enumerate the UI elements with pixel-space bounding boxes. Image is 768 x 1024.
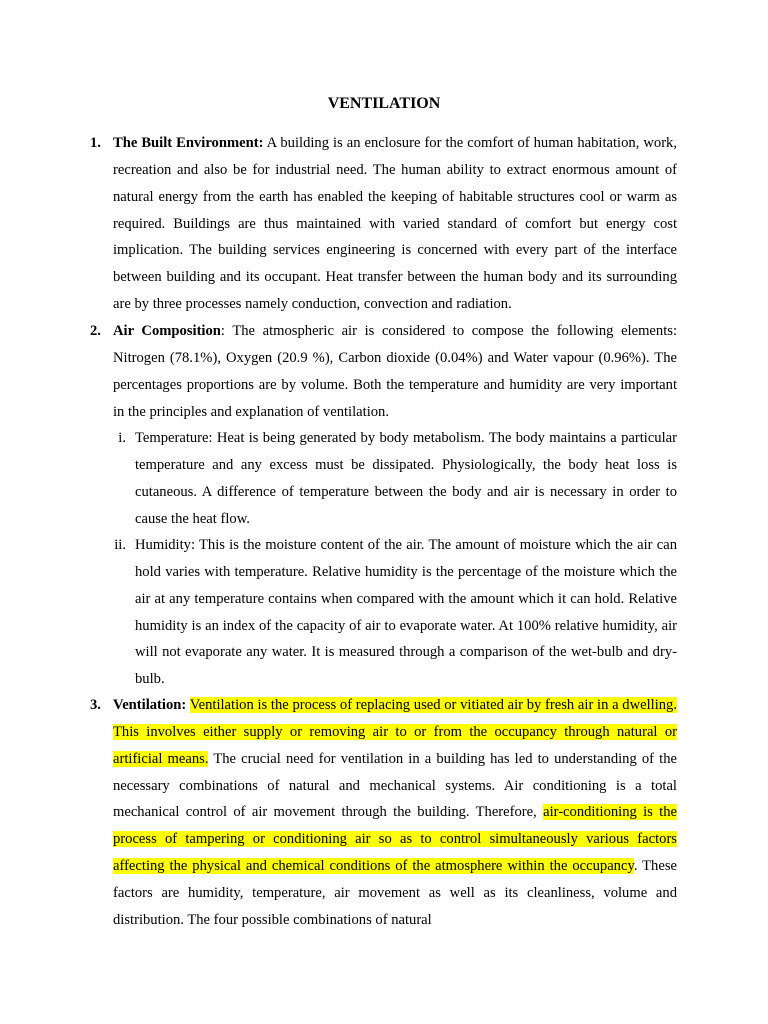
item-number: 2. bbox=[90, 323, 101, 339]
sub-item-number: i. bbox=[118, 430, 126, 446]
sub-item-text: Humidity: This is the moisture content of the air. The amount of moisture which the air can hold varies with temperature. Relative humidity is the percentage of the moisture which the air at any temperature contains when compared with the amount which it can hold. Relative humidity is an index of the capacity of air to evaporate water. At 100% relative humidity, air will not evaporate any water. It is measured through a comparison of the wet-bulb and dry-bulb. bbox=[135, 537, 677, 688]
item-text: . These factors are humidity, temperature, air movement as well as its cleanliness, volume and distribution. The four possible combinations of natural bbox=[113, 858, 677, 928]
item-number: 3. bbox=[90, 697, 101, 713]
item-number: 1. bbox=[90, 135, 101, 151]
sub-item-temperature bbox=[90, 425, 677, 532]
highlighted-definition-ventilation: Ventilation is the process of replacing used or vitiated air by fresh air in a dwelling. This involves either supply or removing air to or from the occupancy through natural or artificial means. bbox=[113, 697, 677, 767]
sub-item-text: Temperature: Heat is being generated by body metabolism. The body maintains a particular temperature and any excess must be dissipated. Physiologically, the body heat loss is cutaneous. A difference of temperature between the body and air is necessary in order to cause the heat flow. bbox=[135, 430, 677, 527]
highlighted-definition-air-conditioning: air-conditioning is the process of tampering or conditioning air so as to control simultaneously various factors affecting the physical and chemical conditions of the atmosphere within the occupancy bbox=[113, 804, 677, 875]
list-item-ventilation bbox=[90, 692, 677, 934]
item-body bbox=[113, 692, 677, 934]
sub-item-humidity bbox=[90, 532, 677, 693]
page-title: VENTILATION bbox=[327, 95, 441, 112]
list-item-built-environment bbox=[90, 130, 677, 318]
item-body bbox=[113, 318, 677, 425]
item-heading: The Built Environment: bbox=[113, 135, 264, 151]
list-item-air-composition bbox=[90, 318, 677, 425]
item-heading: Air Composition bbox=[113, 323, 221, 339]
item-body bbox=[113, 130, 677, 318]
item-text: The crucial need for ventilation in a building has led to understanding of the necessary combinations of natural and mechanical systems. Air conditioning is a total mechanical control of air movement through the building. Therefore, bbox=[113, 750, 677, 821]
item-text: : The atmospheric air is considered to compose the following elements: Nitrogen (78.1%), Oxygen (20.9 %), Carbon dioxide (0.04%) and Water vapour (0.96%). The percentages proportions are by volume. Both the temperature and humidity are very important in the principles and explanation of ventilation. bbox=[113, 323, 677, 420]
item-heading: Ventilation: bbox=[113, 697, 187, 713]
sub-item-number: ii. bbox=[114, 537, 126, 553]
item-text: A building is an enclosure for the comfort of human habitation, work, recreation and also be for industrial need. The human ability to extract enormous amount of natural energy from the earth has enabled the keeping of habitable structures cool or warm as required. Buildings are thus maintained with varied standard of comfort but energy cost implication. The building services engineering is concerned with every part of the interface between building and its occupant. Heat transfer between the human body and its surrounding are by three processes namely conduction, convection and radiation. bbox=[113, 135, 677, 313]
